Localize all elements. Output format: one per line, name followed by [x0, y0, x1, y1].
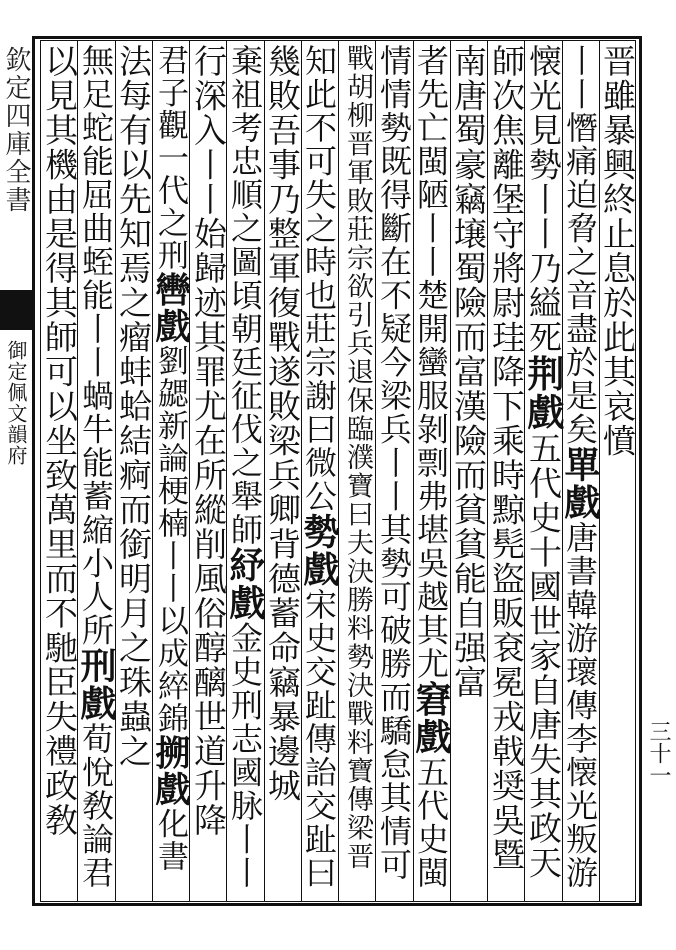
- text-segment: 法每有以先知焉: [114, 44, 153, 286]
- entry-headword: 刑戲: [75, 647, 117, 722]
- column-rule: [487, 40, 488, 902]
- text-segment: 情情勢既得斷在不疑今梁兵丨丨其勢可破勝而驕怠其情可: [375, 44, 413, 882]
- column-rule: [450, 40, 451, 902]
- text-column: [39, 44, 79, 894]
- text-segment: 金史刑志國脉丨丨: [226, 621, 264, 890]
- text-column: [150, 44, 190, 894]
- entry-headword: 搠戲: [150, 734, 191, 808]
- text-column: [448, 44, 488, 894]
- text-segment: 無足蛇能屈曲蛭能丨丨蝸牛能蓄縮小人所: [77, 44, 115, 647]
- column-rule: [301, 40, 302, 902]
- text-segment: 晋雖暴興終止息於此其哀憤: [598, 44, 637, 458]
- column-rule: [375, 40, 376, 902]
- fish-tail-mark: [0, 290, 32, 330]
- text-segment: 幾敗吾事乃整軍復戰遂敗梁兵: [263, 44, 302, 493]
- text-segment: 師次焦離堡守將尉珪降: [487, 44, 526, 389]
- text-segment: 五代史閩: [412, 755, 450, 890]
- text-segment: 唐書韓游瓌傳李懐光叛游: [561, 521, 599, 890]
- text-column: [299, 44, 339, 894]
- text-segment: 戰胡柳晋軍敗莊宗欲引兵退保臨濮寶曰夫決勝料勢決戰料: [342, 44, 373, 757]
- column-rule: [226, 40, 227, 902]
- text-segment: 五代史十國世家自唐失其政天: [524, 431, 563, 880]
- text-column: [374, 44, 414, 894]
- column-rule: [524, 40, 525, 902]
- text-column: [597, 44, 637, 894]
- collection-title: 欽定四庫全書: [1, 46, 31, 214]
- text-segment: 南唐蜀豪竊壌蜀險而富漢險而貧貧能自强富: [449, 44, 488, 700]
- column-rule: [152, 40, 153, 902]
- text-segment: 卿背德蓄命竊暴邊城: [263, 492, 302, 803]
- entry-headword: 窘戲: [410, 680, 452, 756]
- book-title: 御定佩文韻府: [4, 340, 28, 466]
- text-segment: 棄祖考忠順之圖頃朝廷征伐之舉師: [226, 44, 264, 547]
- text-column: [113, 44, 153, 894]
- text-column: [76, 44, 116, 894]
- text-segment: 行深入丨丨始歸迹其罪尤在所縱削: [189, 44, 228, 562]
- column-rule: [115, 40, 116, 902]
- text-segment: 劉勰新論梗楠丨丨以成綷錦: [152, 344, 188, 735]
- column-rule: [264, 40, 265, 902]
- text-column: [225, 44, 265, 894]
- column-rule: [413, 40, 414, 902]
- page-number: 三十一: [646, 720, 671, 786]
- column-rule: [189, 40, 190, 902]
- fore-edge: [0, 40, 32, 902]
- text-column: [262, 44, 302, 894]
- entry-headword: 紓戲: [224, 546, 266, 622]
- text-segment: 下乘時黥髡盜販袞冕戎戟奨吳暨: [487, 389, 526, 872]
- text-segment: 宋史交趾傳詒交趾曰: [300, 588, 338, 890]
- text-segment: 寶傳梁晋: [342, 756, 373, 871]
- text-segment: 風俗醇醨世道升降: [189, 561, 228, 838]
- entry-headword: 轡戲: [150, 271, 191, 345]
- entry-headword: 荆戲: [521, 354, 565, 432]
- entry-headword: 勢戲: [298, 513, 340, 588]
- text-column: [486, 44, 526, 894]
- text-segment: 化書: [152, 807, 188, 873]
- column-rule: [77, 40, 78, 902]
- text-segment: 者先亡閩陋丨丨楚開蠻服剝剽弗堪吳越其尤: [412, 44, 450, 681]
- column-rule: [562, 40, 563, 902]
- column-rule: [599, 40, 600, 902]
- entry-headword: 單戲: [559, 446, 601, 521]
- text-column: [411, 44, 451, 894]
- text-column: [337, 44, 377, 894]
- text-segment: 荀悅敎論君: [77, 722, 115, 890]
- text-segment: 蟲之: [114, 699, 153, 769]
- text-segment: 丨丨憯痛迫脅之音盡於是矣: [561, 44, 599, 446]
- text-segment: 知此不可失之時也莊宗謝曰微公: [300, 44, 338, 513]
- text-segment: 懐光見勢丨丨乃縊死: [524, 44, 563, 355]
- column-rule: [338, 40, 339, 902]
- text-column: [560, 44, 600, 894]
- text-segment: 之瘤蚌蛤結痾而銜明月之珠: [114, 285, 153, 700]
- text-column: [188, 44, 228, 894]
- text-segment: 君子觀一代之刑: [152, 44, 188, 272]
- text-segment: 臣失禮政敎: [40, 665, 79, 838]
- text-column: [523, 44, 563, 894]
- text-segment: 以見其機由是得其師可以坐致萬里而不馳: [40, 44, 79, 665]
